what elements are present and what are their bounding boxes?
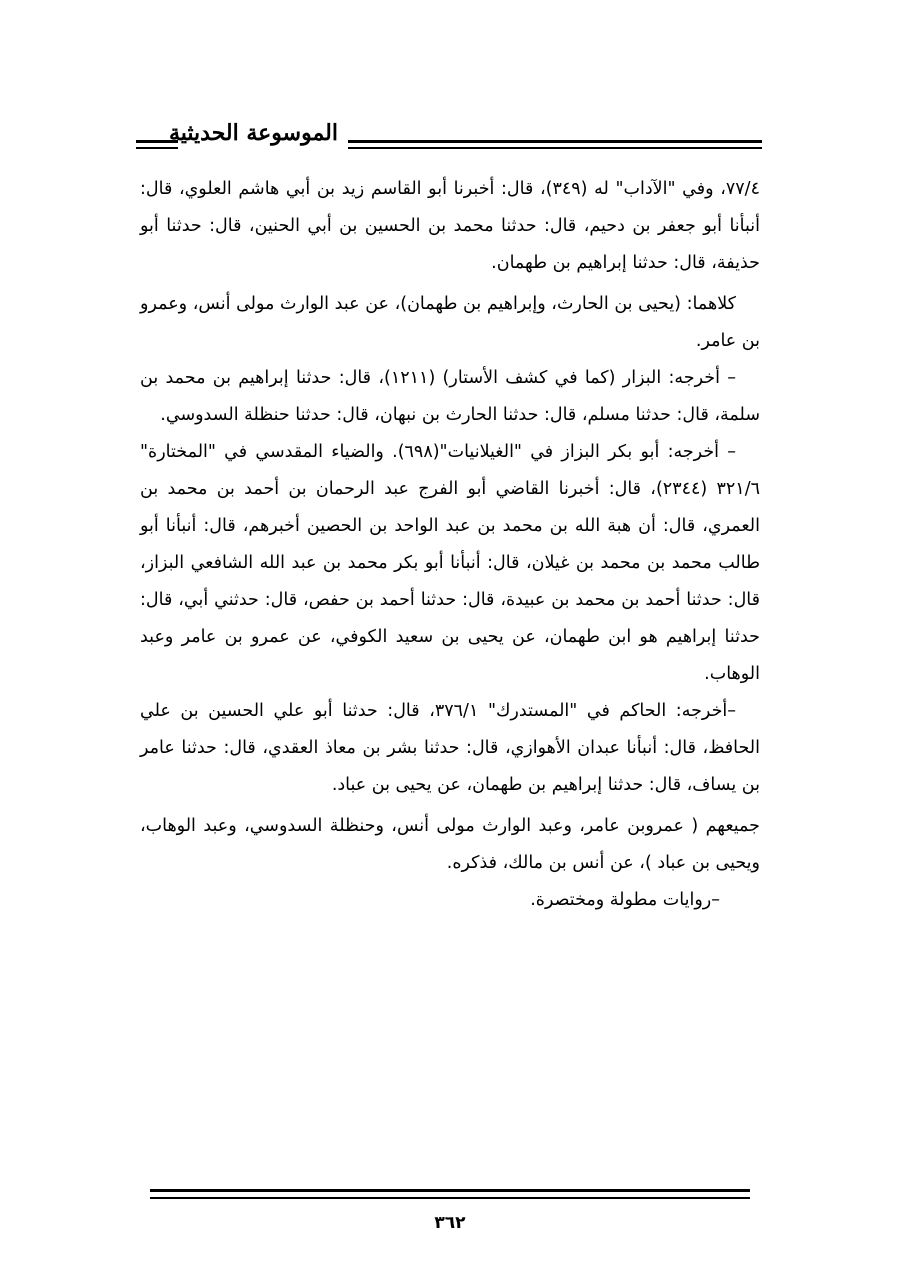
header-title: الموسوعة الحديثية [168,120,338,146]
paragraph-2: كلاهما: (يحيى بن الحارث، وإبراهيم بن طهمان)، عن عبد الوارث مولى أنس، وعمرو بن عامر. [140,294,760,351]
paragraph-5: –أخرجه: الحاكم في "المستدرك" ٣٧٦/١، قال: حدثنا أبو علي الحسين بن علي الحافظ، قال: أنبأنا عبدان الأهوازي، قال: حدثنا بشر بن معاذ العقدي، قال: حدثنا عامر بن يساف، قال: حدثنا إبراهيم بن طهمان، عن يحيى بن عباد. [140,701,760,795]
paragraph-6: جميعهم ( عمروبن عامر، وعبد الوارث مولى أنس، وحنظلة السدوسي، وعبد الوهاب، ويحيى بن عباد )، عن أنس بن مالك، فذكره. [140,816,760,873]
header-rule-left [136,140,178,149]
footer-rule [150,1189,750,1199]
paragraph-4: – أخرجه: أبو بكر البزاز في "الغيلانيات"(٦٩٨). والضياء المقدسي في "المختارة" ٣٢١/٦ (٢٣٤٤)، قال: أخبرنا القاضي أبو الفرج عبد الرحمان بن أحمد بن محمد بن العمري، قال: أن هبة الله بن محمد بن عبد الواحد بن الحصين أخبرهم، قال: أنبأنا أبو طالب محمد بن محمد بن غيلان، قال: أنبأنا أبو بكر محمد بن عبد الله الشافعي البزاز، قال: حدثنا أحمد بن محمد بن عبيدة، قال: حدثنا أحمد بن حفص، قال: حدثني أبي، قال: حدثنا إبراهيم هو ابن طهمان، عن يحيى بن سعيد الكوفي، عن عمرو بن عامر وعبد الوهاب. [140,442,760,684]
page-number: ٣٦٢ [434,1213,466,1233]
paragraph-3: – أخرجه: البزار (كما في كشف الأستار) (١٢١١)، قال: حدثنا إبراهيم بن محمد بن سلمة، قال: حدثنا مسلم، قال: حدثنا الحارث بن نبهان، قال: حدثنا حنظلة السدوسي. [140,368,760,425]
running-header [130,118,762,158]
header-rule-right [348,140,762,149]
page-body [140,171,760,919]
paragraph-1: ٧٧/٤، وفي "الآداب" له (٣٤٩)، قال: أخبرنا أبو القاسم زيد بن أبي هاشم العلوي، قال: أنبأنا أبو جعفر بن دحيم، قال: حدثنا محمد بن الحسين بن أبي الحنين، قال: حدثنا أبو حذيفة، قال: حدثنا إبراهيم بن طهمان. [140,179,760,273]
paragraph-7: –روايات مطولة ومختصرة. [530,890,720,910]
